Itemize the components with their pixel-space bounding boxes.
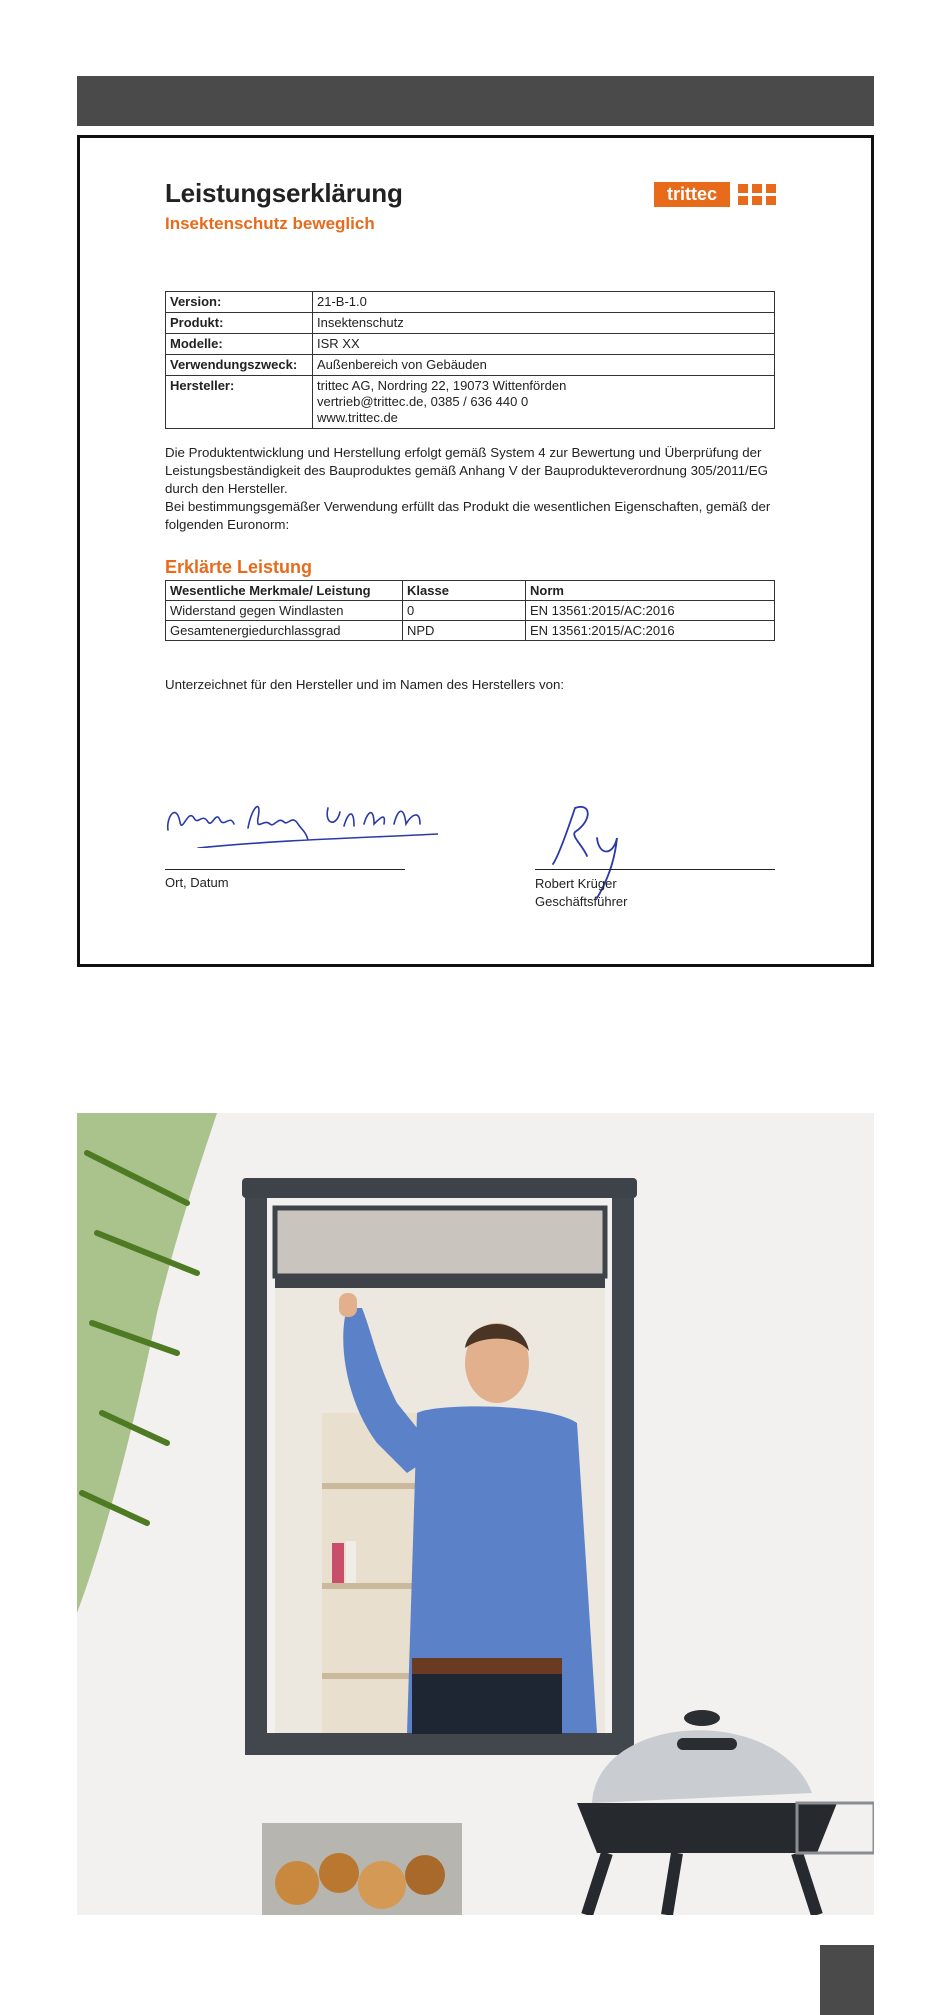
place-date-signature <box>158 788 438 848</box>
paragraph-euronorm: Bei bestimmungsgemäßer Verwendung erfüllt das Produkt die wesentlichen Eigenschaften, gemäß der folgenden Euronorm: <box>165 499 771 532</box>
table-header-row <box>166 581 775 601</box>
table-cell: EN 13561:2015/AC:2016 <box>526 601 775 621</box>
trittec-logo <box>654 182 776 207</box>
info-value: ISR XX <box>313 334 775 355</box>
signed-statement: Unterzeichnet für den Hersteller und im Namen des Herstellers von: <box>165 677 565 692</box>
manufacturer-contact: vertrieb@trittec.de, 0385 / 636 440 0 <box>317 394 529 409</box>
column-header: Wesentliche Merkmale/ Leistung <box>166 581 403 601</box>
table-row <box>166 313 775 334</box>
info-value: Insektenschutz <box>313 313 775 334</box>
manufacturer-address: trittec AG, Nordring 22, 19073 Wittenförden <box>317 378 567 393</box>
table-row <box>166 334 775 355</box>
table-row <box>166 292 775 313</box>
signature-line-left <box>165 869 405 870</box>
table-row <box>166 621 775 641</box>
section-title: Erklärte Leistung <box>165 557 313 577</box>
firewood-basket <box>262 1823 462 1915</box>
page-marker <box>820 1945 874 2015</box>
place-date-label: Ort, Datum <box>165 875 229 890</box>
document-title: Leistungserklärung <box>165 178 403 208</box>
document-subtitle: Insektenschutz beweglich <box>165 214 375 233</box>
product-photo <box>77 1113 874 1915</box>
table-cell: Gesamtenergiedurchlassgrad <box>166 621 403 641</box>
info-key: Modelle: <box>166 334 313 355</box>
column-header: Klasse <box>403 581 526 601</box>
signatory-title: Geschäftsführer <box>535 894 628 909</box>
signature-line-right <box>535 869 775 870</box>
info-key: Verwendungszweck: <box>166 355 313 376</box>
info-value: Außenbereich von Gebäuden <box>313 355 775 376</box>
declaration-text <box>165 444 777 534</box>
info-value: 21-B-1.0 <box>313 292 775 313</box>
signatory-name: Robert Krüger <box>535 876 617 891</box>
table-row <box>166 601 775 621</box>
table-cell: Widerstand gegen Windlasten <box>166 601 403 621</box>
info-key: Hersteller: <box>166 376 313 429</box>
info-key: Produkt: <box>166 313 313 334</box>
manufacturer-website: www.trittec.de <box>317 410 398 425</box>
table-row <box>166 355 775 376</box>
paragraph-system: Die Produktentwicklung und Herstellung erfolgt gemäß System 4 zur Bewertung und Überprüfung der Leistungsbeständigkeit des Bauproduktes gemäß Anhang V der Bauprodukteverordnung 305/2011/EG durch den Hersteller. <box>165 445 768 496</box>
performance-table <box>165 580 775 641</box>
table-cell: 0 <box>403 601 526 621</box>
manufacturer-details <box>313 376 775 429</box>
header-bar <box>77 76 874 126</box>
column-header: Norm <box>526 581 775 601</box>
declaration-document <box>77 135 874 967</box>
info-key: Version: <box>166 292 313 313</box>
logo-wordmark: trittec <box>654 182 730 207</box>
table-cell: NPD <box>403 621 526 641</box>
table-row <box>166 376 775 429</box>
product-info-table <box>165 291 775 429</box>
table-cell: EN 13561:2015/AC:2016 <box>526 621 775 641</box>
signatory-block <box>535 875 628 911</box>
